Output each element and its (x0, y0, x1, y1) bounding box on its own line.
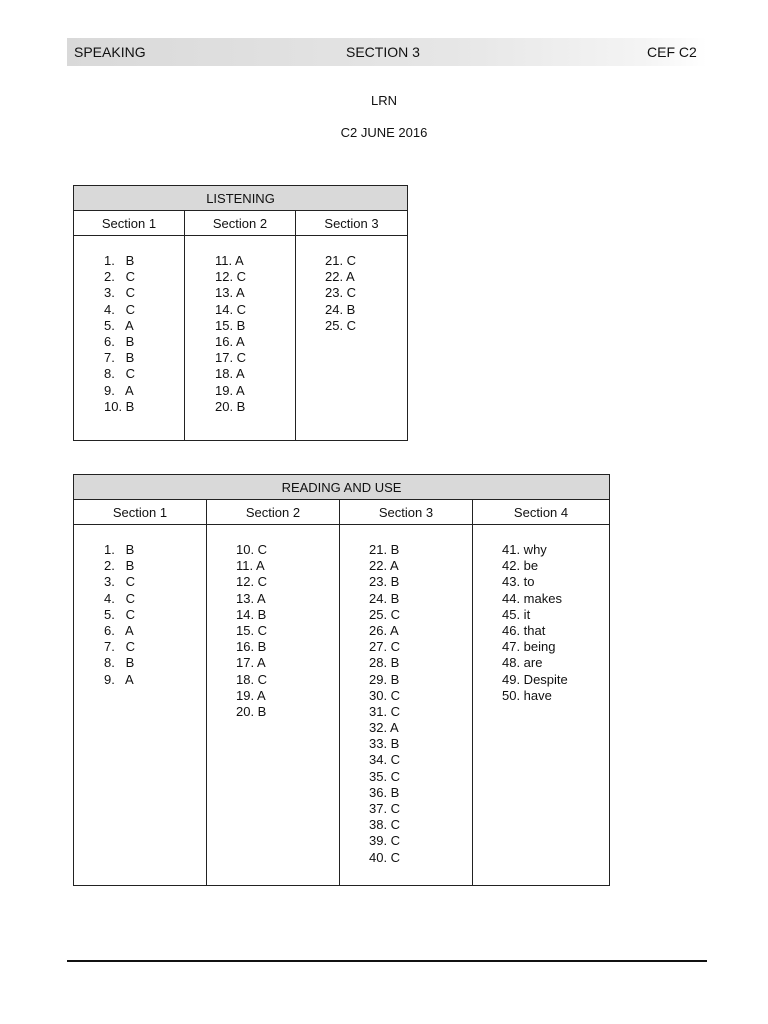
header-left-label: SPEAKING (74, 44, 146, 60)
answer-item: 4. C (104, 590, 136, 606)
answer-item: 10. B (104, 398, 135, 414)
listening-answer-table (73, 185, 408, 441)
answer-item: 21. C (325, 253, 357, 268)
answer-item: 17. C (215, 350, 247, 366)
answer-item: 36. B (369, 784, 400, 800)
answer-item: 18. C (236, 671, 268, 687)
answer-item: 23. C (325, 285, 357, 301)
answer-item: 7. C (104, 639, 136, 655)
answer-item: 15. C (236, 622, 268, 638)
page-header (67, 38, 707, 66)
answer-item: 44. makes (502, 590, 562, 606)
reading-section-header: Section 4 (473, 500, 610, 525)
answer-item: 13. A (236, 590, 266, 606)
answer-item: 9. A (104, 671, 134, 687)
answer-item: 25. C (369, 606, 401, 622)
answer-item: 49. Despite (502, 671, 568, 687)
answer-item: 20. B (236, 703, 267, 719)
answer-item: 22. A (325, 269, 355, 285)
answer-item: 41. why (502, 542, 547, 557)
header-center-label: SECTION 3 (346, 44, 420, 60)
answer-item: 20. B (215, 398, 246, 414)
reading-answers-cell (473, 525, 610, 886)
answer-item: 46. that (502, 622, 546, 638)
answer-item: 5. A (104, 317, 134, 333)
answer-item: 1. B (104, 253, 135, 268)
listening-section-header: Section 3 (296, 211, 408, 236)
answer-item: 2. C (104, 269, 136, 285)
header-right-label: CEF C2 (647, 44, 697, 60)
answer-item: 3. C (104, 285, 136, 301)
exam-date: C2 JUNE 2016 (340, 125, 428, 140)
answer-item: 24. B (325, 301, 356, 317)
reading-answers-cell (207, 525, 340, 886)
answer-item: 10. C (236, 542, 268, 557)
answer-item: 14. B (236, 606, 267, 622)
listening-answers-cell (185, 236, 296, 441)
answer-item: 5. C (104, 606, 136, 622)
answer-item: 24. B (369, 590, 400, 606)
answer-item: 39. C (369, 833, 401, 849)
answer-item: 26. A (369, 622, 399, 638)
answer-item: 48. are (502, 655, 543, 671)
answer-item: 2. B (104, 558, 135, 574)
reading-section-header: Section 3 (340, 500, 473, 525)
answer-item: 40. C (369, 849, 401, 865)
answer-item: 8. B (104, 655, 135, 671)
answer-item: 50. have (502, 687, 552, 703)
answer-item: 9. A (104, 382, 134, 398)
answer-item: 29. B (369, 671, 400, 687)
answer-list (207, 525, 339, 720)
answer-item: 38. C (369, 817, 401, 833)
answer-item: 6. B (104, 333, 135, 349)
answer-item: 33. B (369, 736, 400, 752)
answer-item: 25. C (325, 317, 357, 333)
reading-title: READING AND USE (74, 475, 610, 500)
listening-title: LISTENING (74, 186, 408, 211)
answer-item: 47. being (502, 639, 556, 655)
answer-item: 1. B (104, 542, 135, 557)
footer-divider (67, 960, 707, 962)
answer-item: 13. A (215, 285, 245, 301)
answer-item: 23. B (369, 574, 400, 590)
answer-item: 30. C (369, 687, 401, 703)
answer-item: 12. C (236, 574, 268, 590)
subtitle: LRN (370, 93, 397, 108)
answer-item: 3. C (104, 574, 136, 590)
answer-item: 19. A (236, 687, 266, 703)
answer-item: 19. A (215, 382, 245, 398)
answer-item: 45. it (502, 606, 531, 622)
answer-item: 17. A (236, 655, 266, 671)
answer-list (185, 236, 295, 415)
answer-item: 31. C (369, 703, 401, 719)
answer-item: 6. A (104, 622, 134, 638)
answer-list (74, 525, 206, 688)
answer-item: 34. C (369, 752, 401, 768)
answer-item: 43. to (502, 574, 535, 590)
listening-answers-cell (296, 236, 408, 441)
answer-item: 11. A (236, 558, 265, 574)
answer-list (74, 236, 184, 415)
answer-list (473, 525, 609, 704)
answer-item: 18. A (215, 366, 245, 382)
reading-answer-table (73, 474, 610, 886)
answer-item: 8. C (104, 366, 136, 382)
answer-item: 4. C (104, 301, 136, 317)
answer-item: 35. C (369, 768, 401, 784)
answer-item: 14. C (215, 301, 247, 317)
answer-list (340, 525, 472, 866)
answer-item: 11. A (215, 253, 244, 268)
answer-item: 27. C (369, 639, 401, 655)
answer-item: 42. be (502, 558, 539, 574)
listening-section-header: Section 2 (185, 211, 296, 236)
reading-section-header: Section 1 (74, 500, 207, 525)
answer-item: 7. B (104, 350, 135, 366)
answer-item: 32. A (369, 720, 399, 736)
listening-section-header: Section 1 (74, 211, 185, 236)
answer-item: 37. C (369, 801, 401, 816)
answer-item: 16. A (215, 333, 245, 349)
answer-item: 15. B (215, 317, 246, 333)
answer-item: 22. A (369, 558, 399, 574)
answer-item: 12. C (215, 269, 247, 285)
answer-item: 28. B (369, 655, 400, 671)
answer-item: 16. B (236, 639, 267, 655)
reading-answers-cell (340, 525, 473, 886)
reading-section-header: Section 2 (207, 500, 340, 525)
listening-answers-cell (74, 236, 185, 441)
reading-answers-cell (74, 525, 207, 886)
answer-list (296, 236, 407, 334)
answer-item: 21. B (369, 542, 400, 557)
